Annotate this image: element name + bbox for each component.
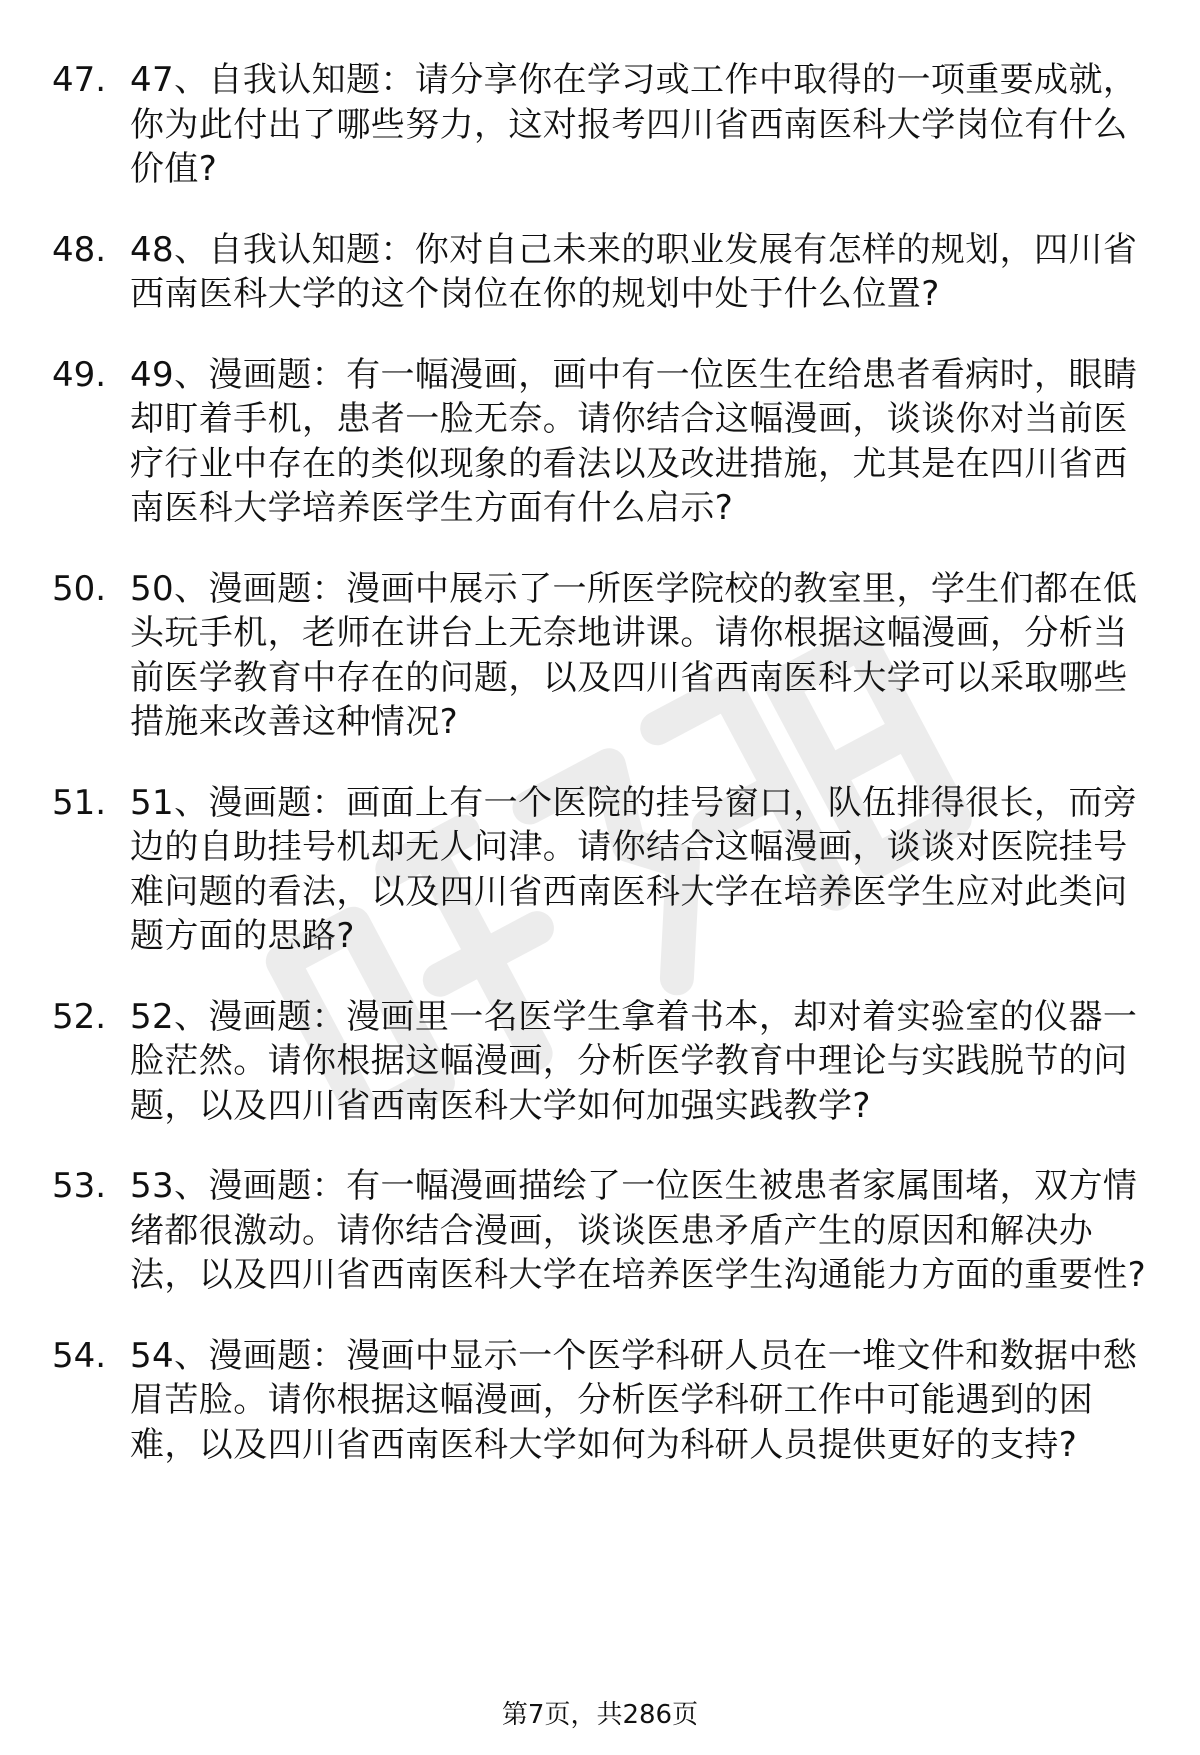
question-item: [52, 228, 1152, 317]
question-text: 50、漫画题：漫画中展示了一所医学院校的教室里，学生们都在低头玩手机，老师在讲台上无奈地讲课。请你根据这幅漫画，分析当前医学教育中存在的问题，以及四川省西南医科大学可以采取哪些措施来改善这种情况?: [130, 568, 1138, 742]
question-text: 51、漫画题：画面上有一个医院的挂号窗口，队伍排得很长，而旁边的自助挂号机却无人问津。请你结合这幅漫画，谈谈对医院挂号难问题的看法，以及四川省西南医科大学在培养医学生应对此类问题方面的思路?: [130, 782, 1138, 956]
question-number: 48.: [52, 229, 107, 270]
question-list: [52, 58, 1152, 1503]
question-number: 51.: [52, 782, 107, 823]
question-text: 52、漫画题：漫画里一名医学生拿着书本，却对着实验室的仪器一脸茫然。请你根据这幅漫画，分析医学教育中理论与实践脱节的问题，以及四川省西南医科大学如何加强实践教学?: [130, 996, 1138, 1126]
question-number: 53.: [52, 1166, 107, 1206]
question-item: [52, 567, 1152, 745]
question-text: 49、漫画题：有一幅漫画，画中有一位医生在给患者看病时，眼睛却盯着手机，患者一脸无奈。请你结合这幅漫画，谈谈你对当前医疗行业中存在的类似现象的看法以及改进措施，尤其是在四川省西南医科大学培养医学生方面有什么启示?: [130, 354, 1138, 528]
question-number: 50.: [52, 568, 107, 609]
question-item: [52, 995, 1152, 1129]
question-number: 49.: [52, 354, 107, 395]
question-number: 54.: [52, 1335, 107, 1376]
question-item: [52, 353, 1152, 531]
question-item: [52, 1334, 1152, 1468]
question-text: 47、自我认知题：请分享你在学习或工作中取得的一项重要成就，你为此付出了哪些努力，这对报考四川省西南医科大学岗位有什么价值?: [130, 60, 1138, 189]
question-number: 52.: [52, 996, 107, 1037]
question-item: [52, 1164, 1152, 1298]
page-footer: 第7页，共286页: [501, 1700, 699, 1730]
question-text: 54、漫画题：漫画中显示一个医学科研人员在一堆文件和数据中愁眉苦脸。请你根据这幅漫画，分析医学科研工作中可能遇到的困难，以及四川省西南医科大学如何为科研人员提供更好的支持?: [130, 1335, 1138, 1465]
question-item: [52, 58, 1152, 192]
question-text: 53、漫画题：有一幅漫画描绘了一位医生被患者家属围堵，双方情绪都很激动。请你结合漫画，谈谈医患矛盾产生的原因和解决办法，以及四川省西南医科大学在培养医学生沟通能力方面的重要性?: [130, 1166, 1147, 1295]
question-number: 47.: [52, 60, 107, 100]
question-text: 48、自我认知题：你对自己未来的职业发展有怎样的规划，四川省西南医科大学的这个岗位在你的规划中处于什么位置?: [130, 229, 1138, 314]
question-item: [52, 781, 1152, 959]
